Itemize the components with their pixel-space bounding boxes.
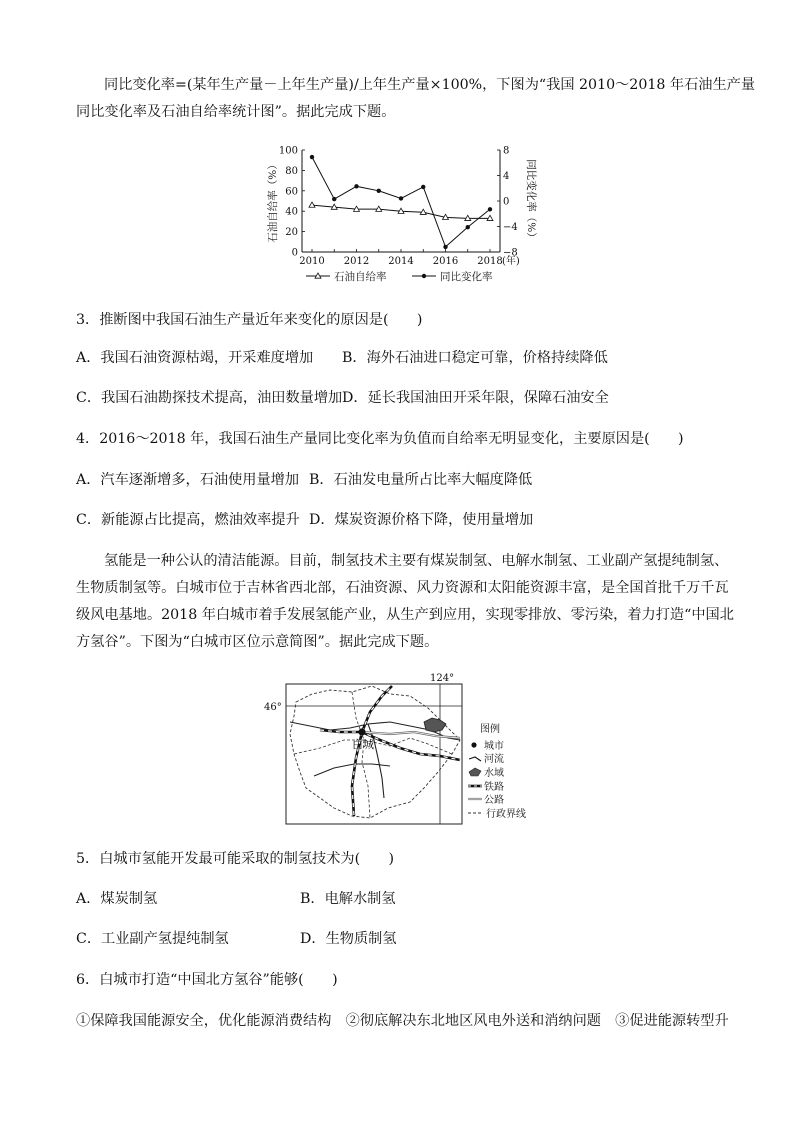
city-label: 白城 [352,738,374,751]
q4-stem: 4．2016～2018 年，我国石油生产量同比变化率为负值而自给率无明显变化，主要原因是( ) [76,431,684,447]
y-left-tick-label: 100 [278,145,298,157]
legend-highway: 公路 [484,795,504,806]
intro2-line1: 氢能是一种公认的清洁能源。目前，制氢技术主要有煤炭制氢、电解水制氢、工业副产氢提纯制氢、 [104,553,729,569]
x-tick-label: 2014 [388,256,414,267]
legend-city-icon [471,742,476,747]
yoy-change-point [421,185,425,189]
map-legend [468,722,526,820]
x-tick-label: 2010 [299,256,325,267]
legend-label-0: 石油自给率 [334,271,387,283]
q3-stem: 3．推断图中我国石油生产量近年来变化的原因是( ) [76,312,423,328]
yoy-change-point [310,155,314,159]
legend-dot-icon [422,274,426,278]
q6-options-line: ①保障我国能源安全，优化能源消费结构 ②彻底解决东北地区风电外送和消纳问题 ③促进能源转型升 [76,1013,729,1029]
q5-stem: 5．白城市氢能开发最可能采取的制氢技术为( ) [76,851,395,867]
y-right-tick-label: 0 [503,196,510,208]
x-tick-label: 2018 [477,256,503,267]
yoy-change-point [488,207,492,211]
y-right-tick-label: 4 [503,171,510,182]
yoy-change-point [443,245,447,249]
x-tick-label: 2012 [343,256,370,267]
x-tick-label: 2016 [432,256,459,267]
intro2-line3: 级风电基地。2018 年白城市着手发展氢能产业，从生产到应用，实现零排放、零污染，着力打造“中国北 [76,607,734,623]
intro1-line1: 同比变化率=(某年生产量－上年生产量)/上年生产量×100%，下图为“我国 2010～2018 年石油生产量 [104,77,756,93]
x-unit-label: (年) [502,256,520,267]
baicheng-location-map [260,668,550,828]
intro2-line4: 方氢谷”。下图为“白城市区位示意简图”。据此完成下题。 [76,634,439,650]
y-right-label: 同比变化率（%） [525,159,537,243]
legend-water: 水域 [484,768,504,779]
y-left-tick-label: 60 [285,186,298,198]
q3-option-a: A．我国石油资源枯竭，开采难度增加 [76,350,314,366]
water-body [424,718,446,732]
intro1-line2: 同比变化率及石油自给率统计图”。据此完成下题。 [76,104,396,120]
q3-option-b: B．海外石油进口稳定可靠，价格持续降低 [342,350,608,366]
yoy-change-point [399,196,403,200]
y-right-tick-label: −4 [503,222,518,233]
y-left-label: 石油自给率（%） [267,159,279,243]
y-left-tick-label: 0 [291,247,298,259]
legend-boundary: 行政界线 [486,809,526,820]
y-left-tick-label: 80 [285,165,298,177]
q5-option-b: B．电解水制氢 [300,891,396,907]
legend-city: 城市 [484,741,504,752]
q4-option-a: A．汽车逐渐增多，石油使用量增加 [76,472,300,488]
county-boundary [352,692,370,818]
legend-river-icon [469,757,481,761]
series-line-1 [312,157,490,247]
y-right-tick-label: −8 [503,247,518,259]
q3-option-d: D．延长我国油田开采年限，保障石油安全 [342,390,609,406]
self-sufficiency-point [309,202,315,207]
q3-option-c: C．我国石油勘探技术提高，油田数量增加 [76,390,343,406]
yoy-change-point [354,184,358,188]
q4-option-c: C．新能源占比提高，燃油效率提升 [76,512,300,528]
legend-water-icon [469,768,481,776]
oil-chart [262,140,542,290]
y-right-tick-label: 8 [503,145,510,157]
longitude-label: 124° [430,673,455,684]
yoy-change-point [466,225,470,229]
latitude-label: 46° [264,702,282,713]
river [314,764,390,776]
q4-option-b: B．石油发电量所占比率大幅度降低 [309,472,533,488]
yoy-change-point [332,197,336,201]
q5-option-c: C．工业副产氢提纯制氢 [76,931,229,947]
q5-option-a: A．煤炭制氢 [76,891,158,907]
q5-option-d: D．生物质制氢 [300,931,397,947]
q4-option-d: D．煤炭资源价格下降，使用量增加 [309,512,534,528]
legend-label-1: 同比变化率 [440,271,493,283]
intro2-line2: 生物质制氢等。白城市位于吉林省西北部，石油资源、风力资源和太阳能资源丰富，是全国首批千万千瓦 [76,580,729,596]
legend-river: 河流 [484,754,504,765]
city-dot [358,728,365,735]
yoy-change-point [377,189,381,193]
legend-title: 图例 [480,724,500,735]
y-left-tick-label: 40 [285,206,298,218]
legend-railway: 铁路 [484,782,504,793]
y-left-tick-label: 20 [285,227,298,239]
q6-stem: 6．白城市打造“中国北方氢谷”能够( ) [76,972,338,988]
